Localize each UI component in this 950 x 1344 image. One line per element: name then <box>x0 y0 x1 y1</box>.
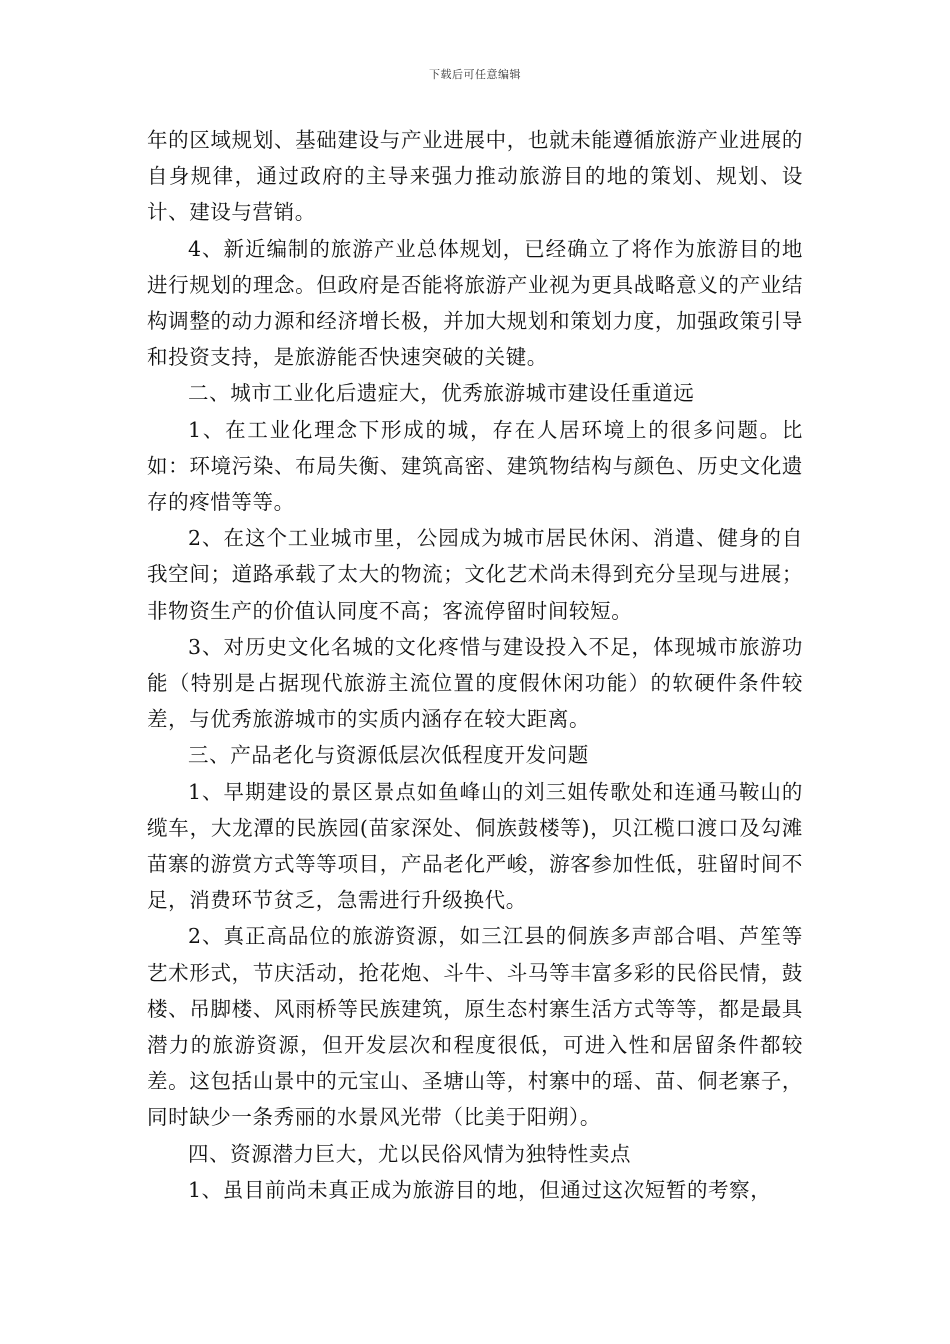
paragraph-item-1: 1、在工业化理念下形成的城，存在人居环境上的很多问题。比如：环境污染、布局失衡、建筑高密、建筑物结构与颜色、历史文化遗存的疼惜等等。 <box>147 417 803 515</box>
section-heading-2: 二、城市工业化后遗症大，优秀旅游城市建设任重道远 <box>188 381 695 406</box>
page-header: 下载后可任意编辑 <box>429 68 521 81</box>
paragraph-item-2: 2、在这个工业城市里，公园成为城市居民休闲、消遣、健身的自我空间；道路承载了太大的物流；文化艺术尚未得到充分呈现与进展；非物资生产的价值认同度不高；客流停留时间较短。 <box>147 526 803 623</box>
paragraph-item-3: 3、对历史文化名城的文化疼惜与建设投入不足，体现城市旅游功能（特别是占据现代旅游主流位置的度假休闲功能）的软硬件条件较差，与优秀旅游城市的实质内涵存在较大距离。 <box>147 634 803 732</box>
paragraph-item-1: 1、早期建设的景区景点如鱼峰山的刘三姐传歌处和连通马鞍山的缆车，大龙潭的民族园(苗家深处、侗族鼓楼等)，贝江榄口渡口及勾滩苗寨的游赏方式等等项目，产品老化严峻，游客参加性低，驻留时间不足，消费环节贫乏，急需进行升级换代。 <box>147 779 803 913</box>
body-text <box>147 122 803 1208</box>
section-heading-4: 四、资源潜力巨大，尤以民俗风情为独特性卖点 <box>188 1141 632 1166</box>
section-heading-3: 三、产品老化与资源低层次低程度开发问题 <box>188 743 589 768</box>
paragraph-item-1: 1、虽目前尚未真正成为旅游目的地，但通过这次短暂的考察， <box>188 1177 772 1202</box>
paragraph-continuation: 年的区域规划、基础建设与产业进展中，也就未能遵循旅游产业进展的自身规律，通过政府的主导来强力推动旅游目的地的策划、规划、设计、建设与营销。 <box>147 128 803 225</box>
paragraph-item-4: 4、新近编制的旅游产业总体规划，已经确立了将作为旅游目的地进行规划的理念。但政府是否能将旅游产业视为更具战略意义的产业结构调整的动力源和经济增长极，并加大规划和策划力度，加强政策引导和投资支持，是旅游能否快速突破的关键。 <box>147 236 803 370</box>
paragraph-item-2: 2、真正高品位的旅游资源，如三江县的侗族多声部合唱、芦笙等艺术形式，节庆活动，抢花炮、斗牛、斗马等丰富多彩的民俗民情，鼓楼、吊脚楼、风雨桥等民族建筑，原生态村寨生活方式等等，都是最具潜力的旅游资源，但开发层次和程度很低，可进入性和居留条件都较差。这包括山景中的元宝山、圣塘山等，村寨中的瑶、苗、侗老寨子，同时缺少一条秀丽的水景风光带（比美于阳朔）。 <box>147 924 803 1130</box>
